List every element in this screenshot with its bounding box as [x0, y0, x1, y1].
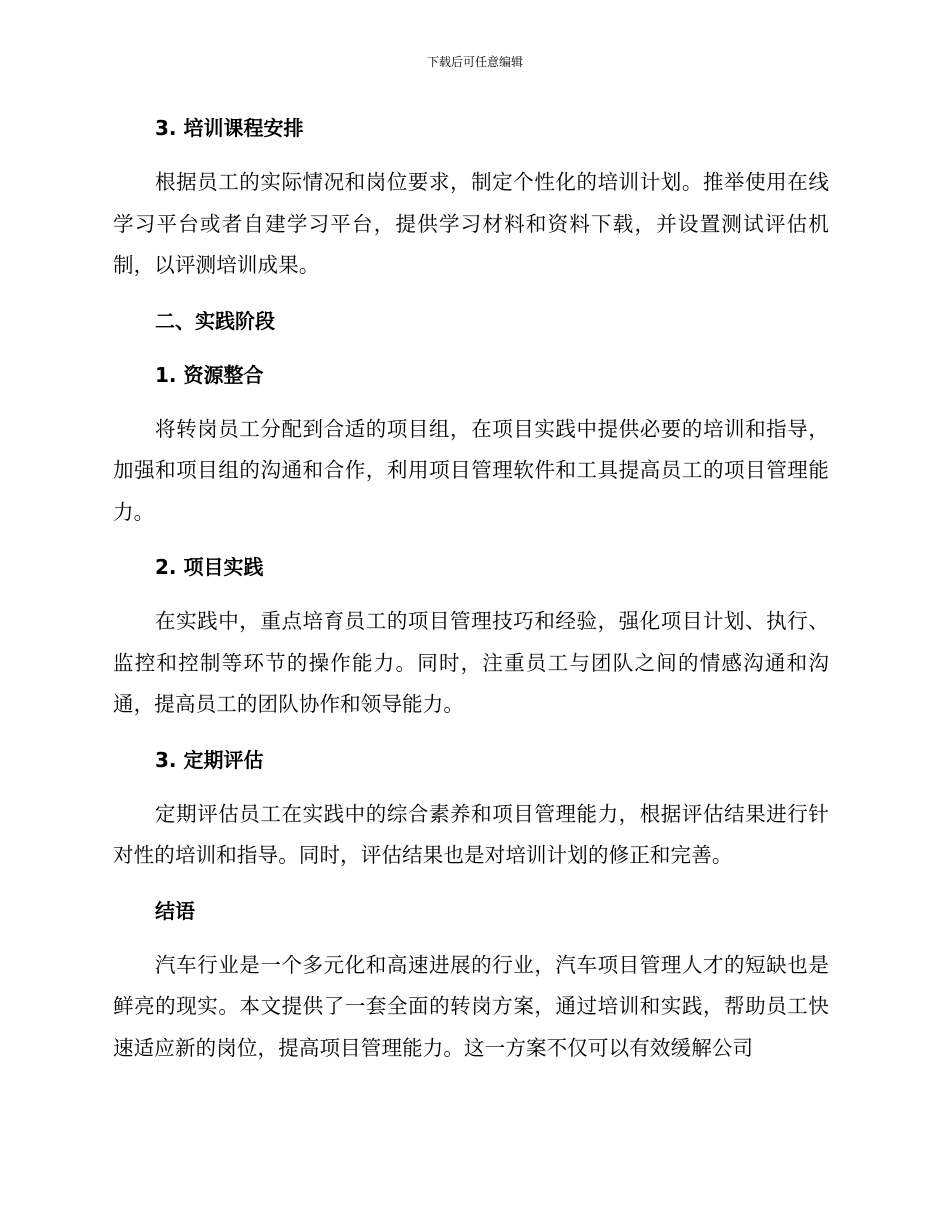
paragraph-conclusion: 汽车行业是一个多元化和高速进展的行业，汽车项目管理人才的短缺也是鲜亮的现实。本文提供了一套全面的转岗方案，通过培训和实践，帮助员工快速适应新的岗位，提高项目管理能力。这一方案不仅可以有效缓解公司: [113, 952, 829, 1060]
paragraph-training-schedule: 根据员工的实际情况和岗位要求，制定个性化的培训计划。推举使用在线学习平台或者自建学习平台，提供学习材料和资料下载，并设置测试评估机制，以评测培训成果。: [113, 170, 829, 277]
paragraph-periodic-evaluation: 定期评估员工在实践中的综合素养和项目管理能力，根据评估结果进行针对性的培训和指导。同时，评估结果也是对培训计划的修正和完善。: [113, 801, 829, 867]
document-body: [113, 108, 829, 1083]
section-heading-project-practice: 2. 项目实践: [155, 555, 264, 579]
section-heading-periodic-evaluation: 3. 定期评估: [155, 747, 264, 772]
paragraph-project-practice: 在实践中，重点培育员工的项目管理技巧和经验，强化项目计划、执行、监控和控制等环节的操作能力。同时，注重员工与团队之间的情感沟通和沟通，提高员工的团队协作和领导能力。: [113, 609, 829, 716]
section-heading-practice-phase: 二、实践阶段: [155, 308, 275, 333]
section-heading-resource-integration: 1. 资源整合: [155, 362, 264, 387]
section-heading-training-schedule: 3. 培训课程安排: [155, 116, 304, 140]
paragraph-resource-integration: 将转岗员工分配到合适的项目组，在项目实践中提供必要的培训和指导，加强和项目组的沟通和合作，利用项目管理软件和工具提高员工的项目管理能力。: [113, 416, 829, 524]
page-header-note: 下载后可任意编辑: [426, 55, 523, 69]
section-heading-conclusion: 结语: [155, 898, 195, 923]
